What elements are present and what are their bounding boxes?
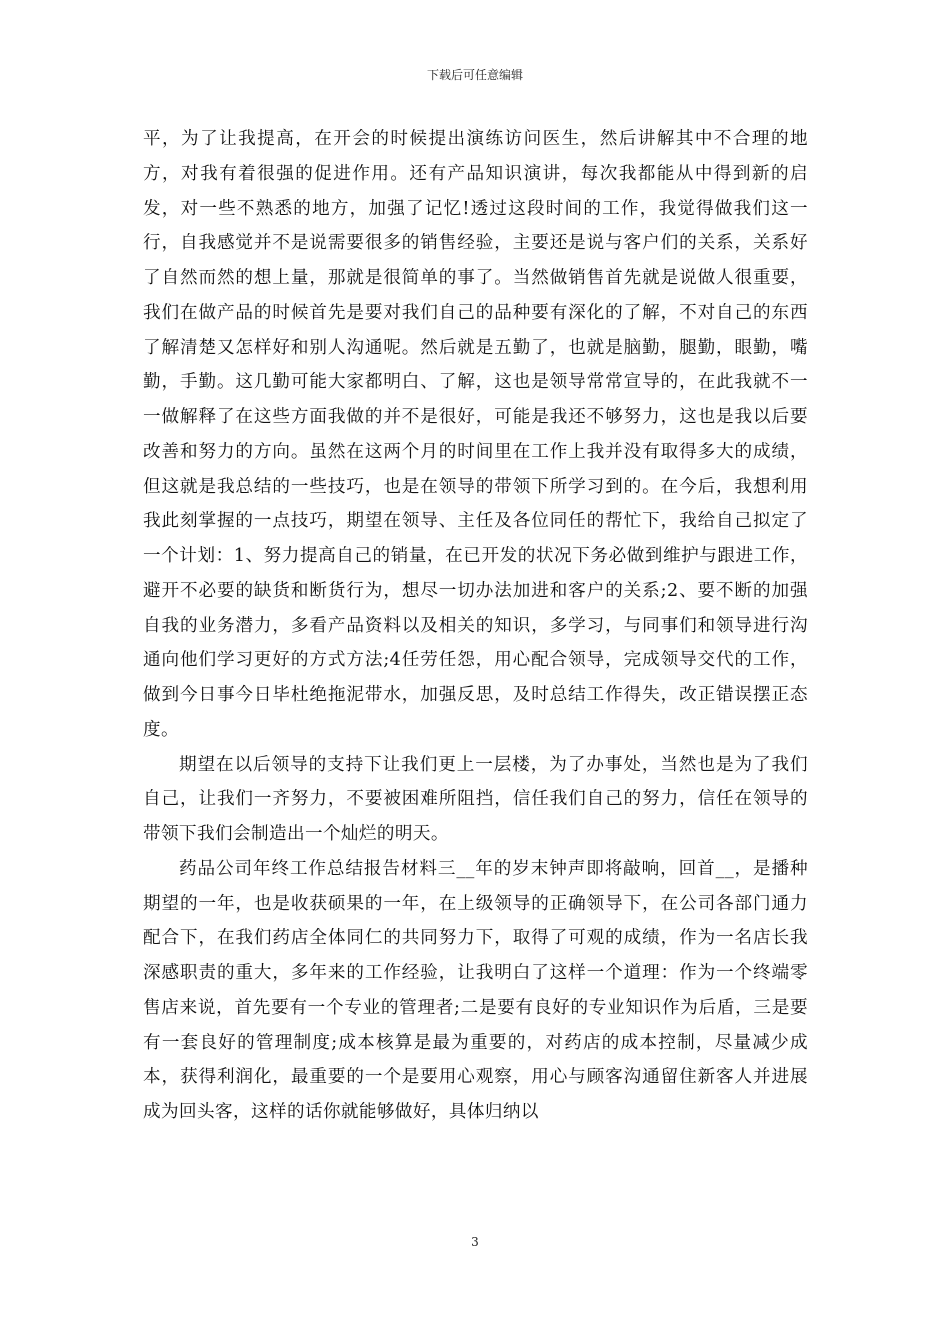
page-number: 3 xyxy=(471,1235,479,1249)
document-body xyxy=(143,122,808,1130)
paragraph-3: 药品公司年终工作总结报告材料三__年的岁末钟声即将敲响，回首__，是播种期望的一年，也是收获硕果的一年，在上级领导的正确领导下，在公司各部门通力配合下，在我们药店全体同仁的共同努力下，取得了可观的成绩，作为一名店长我深感职责的重大，多年来的工作经验，让我明白了这样一个道理：作为一个终端零售店来说，首先要有一个专业的管理者;二是要有良好的专业知识作为后盾，三是要有一套良好的管理制度;成本核算是最为重要的，对药店的成本控制，尽量减少成本，获得利润化，最重要的一个是要用心观察，用心与顾客沟通留住新客人并进展成为回头客，这样的话你就能够做好，具体归纳以 xyxy=(143,858,808,1122)
paragraph-1: 平，为了让我提高，在开会的时候提出演练访问医生，然后讲解其中不合理的地方，对我有着很强的促进作用。还有产品知识演讲，每次我都能从中得到新的启发，对一些不熟悉的地方，加强了记忆!透过这段时间的工作，我觉得做我们这一行，自我感觉并不是说需要很多的销售经验，主要还是说与客户们的关系，关系好了自然而然的想上量，那就是很简单的事了。当然做销售首先就是说做人很重要，我们在做产品的时候首先是要对我们自己的品种要有深化的了解，不对自己的东西了解清楚又怎样好和别人沟通呢。然后就是五勤了，也就是脑勤，腿勤，眼勤，嘴勤，手勤。这几勤可能大家都明白、了解，这也是领导常常宣导的，在此我就不一一做解释了在这些方面我做的并不是很好，可能是我还不够努力，这也是我以后要改善和努力的方向。虽然在这两个月的时间里在工作上我并没有取得多大的成绩，但这就是我总结的一些技巧，也是在领导的带领下所学习到的。在今后，我想利用我此刻掌握的一点技巧，期望在领导、主任及各位同任的帮忙下，我给自己拟定了一个计划：1、努力提高自己的销量，在已开发的状况下务必做到维护与跟进工作，避开不必要的缺货和断货行为，想尽一切办法加进和客户的关系;2、要不断的加强自我的业务潜力，多看产品资料以及相关的知识，多学习，与同事们和领导进行沟通向他们学习更好的方式方法;4任劳任怨，用心配合领导，完成领导交代的工作，做到今日事今日毕杜绝拖泥带水，加强反思，及时总结工作得失，改正错误摆正态度。 xyxy=(143,129,808,740)
paragraph-2: 期望在以后领导的支持下让我们更上一层楼，为了办事处，当然也是为了我们自己，让我们一齐努力，不要被困难所阻挡，信任我们自己的努力，信任在领导的带领下我们会制造出一个灿烂的明天。 xyxy=(143,754,808,844)
page-header: 下载后可任意编辑 xyxy=(426,68,523,82)
